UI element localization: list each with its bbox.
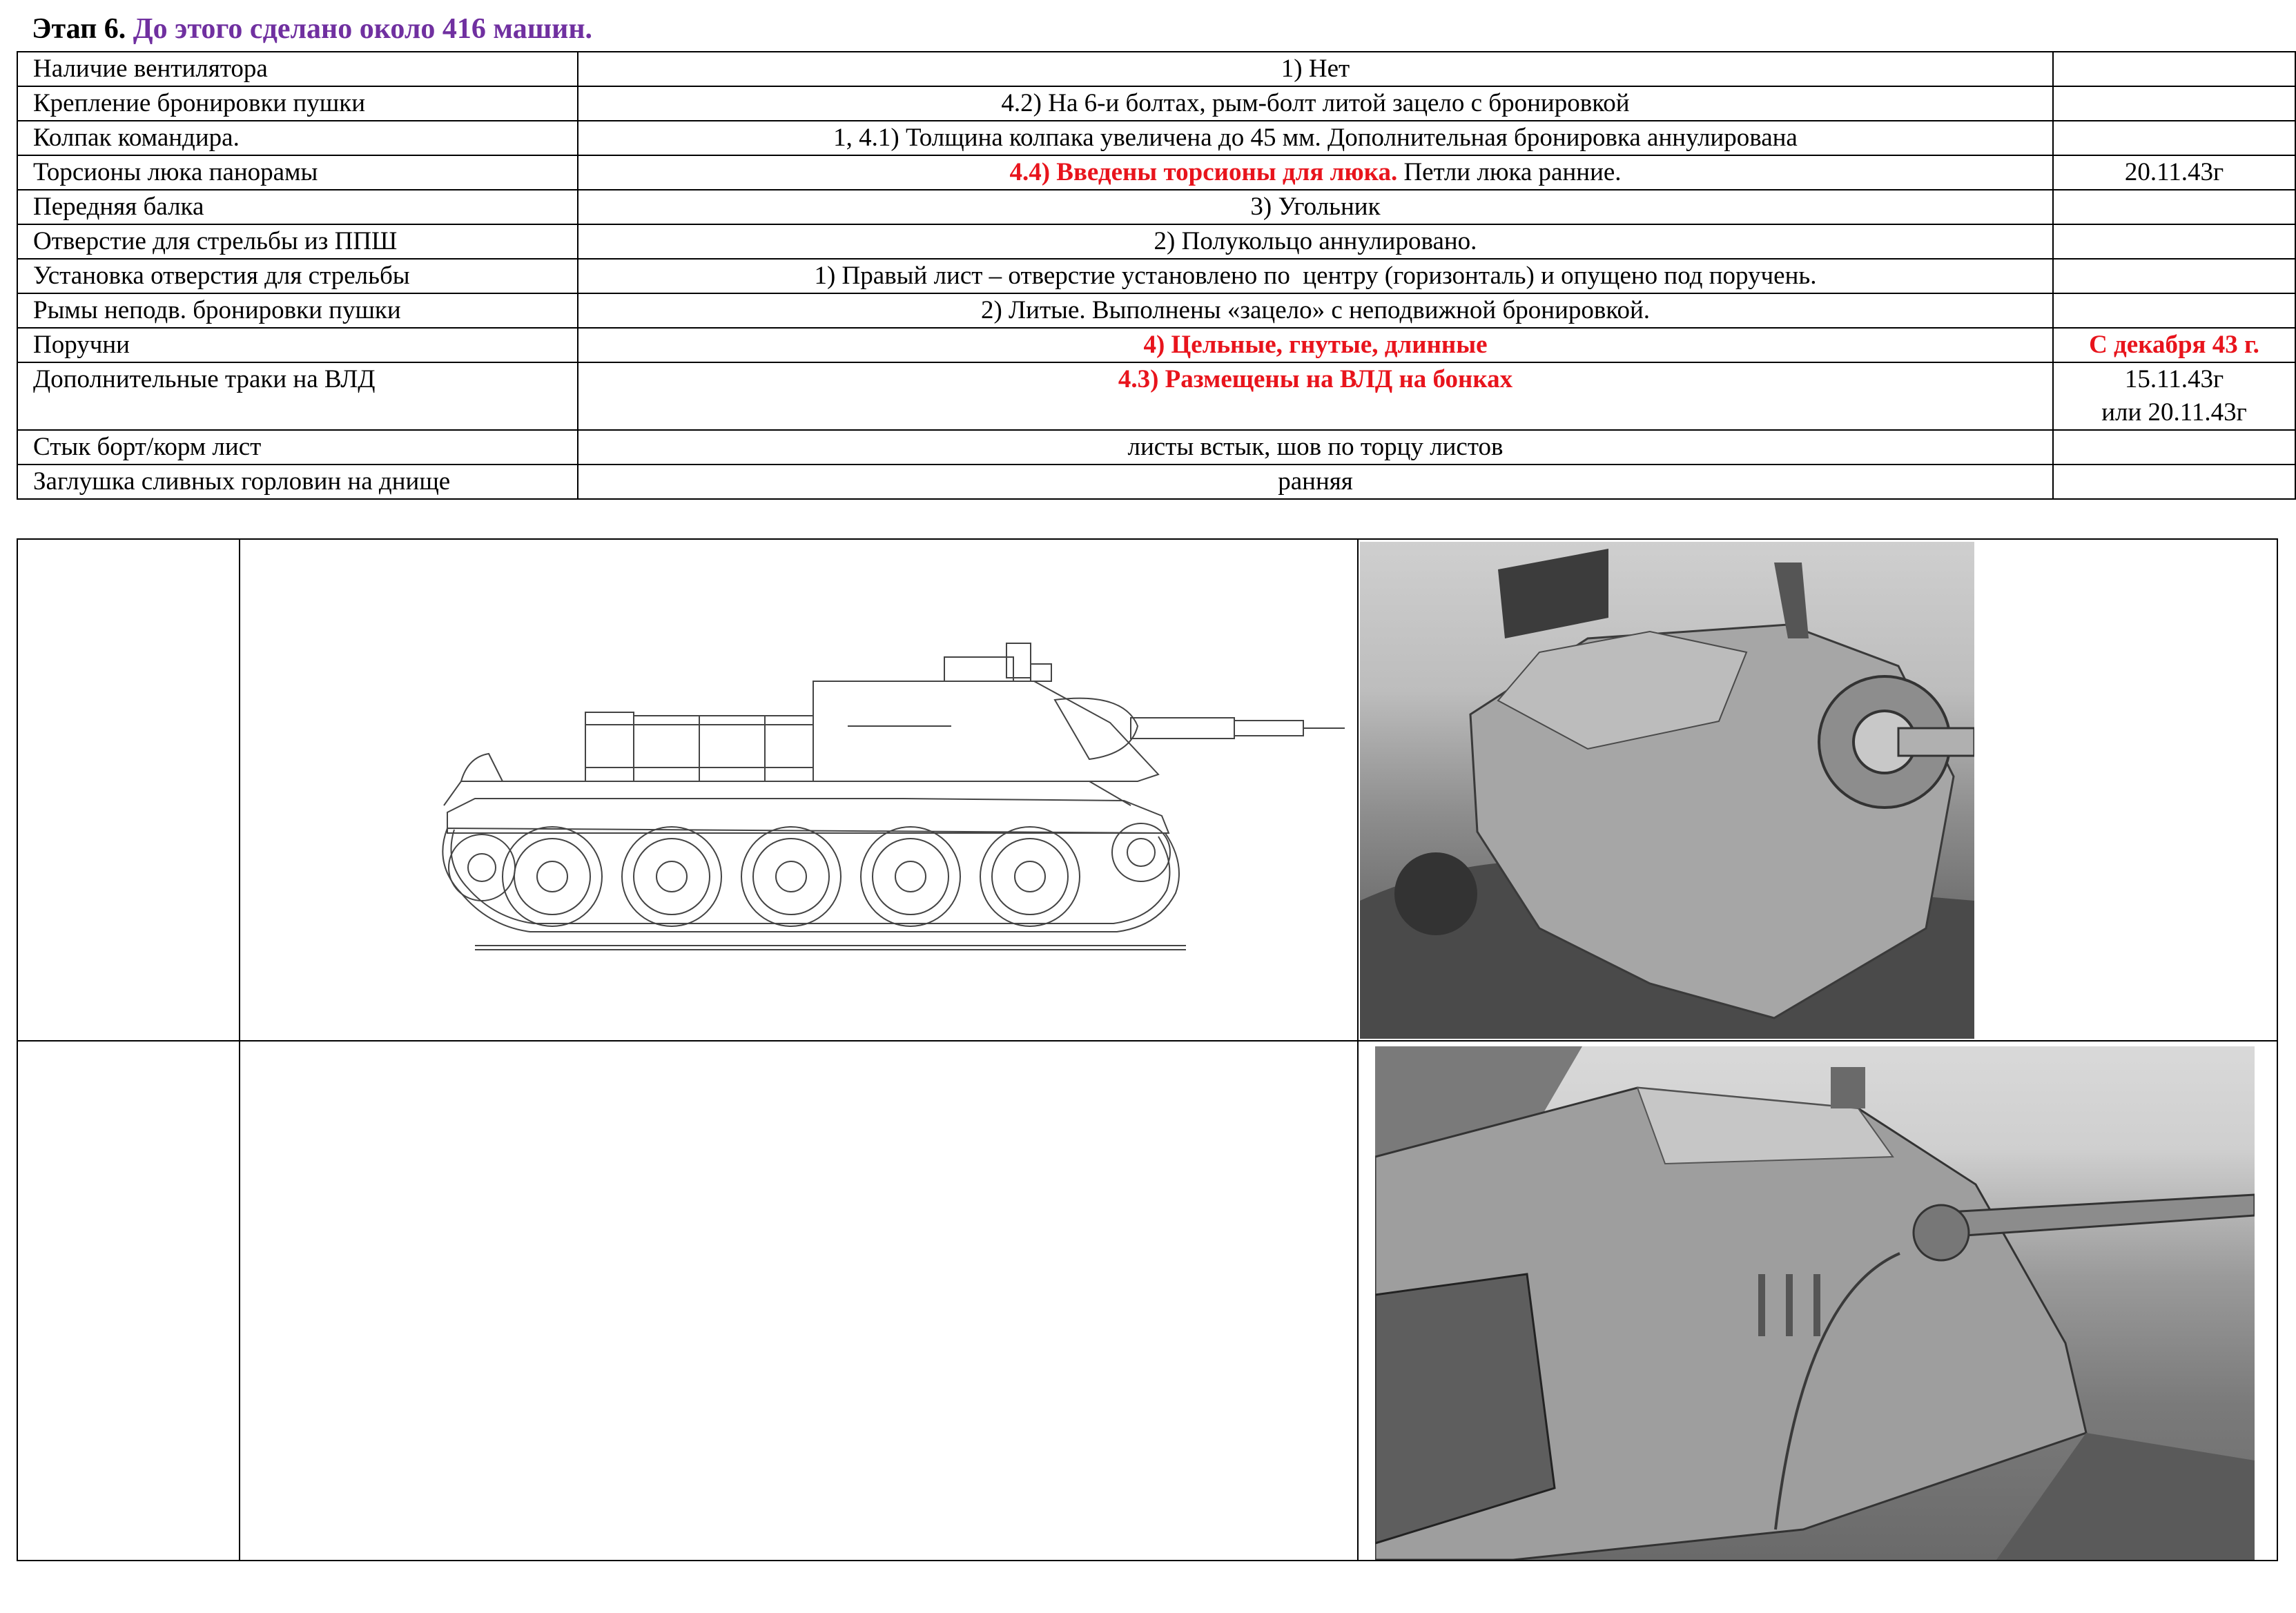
date-text: 15.11.43г [2124,365,2224,393]
spec-row [17,155,2295,190]
feature-cell: Стык борт/корм лист [17,430,578,465]
media-label-cell-2 [17,1041,240,1561]
feature-cell: Крепление бронировки пушки [17,86,578,121]
spec-row [17,430,2295,465]
description-cell [578,52,2053,86]
description-highlight: 4.3) Размещены на ВЛД на бонках [1118,365,1513,393]
stage-note: До этого сделано около 416 машин. [133,13,593,45]
photo-cell-top [1358,539,2277,1041]
feature-cell: Передняя балка [17,190,578,224]
feature-cell: Торсионы люка панорамы [17,155,578,190]
date-cell [2053,328,2295,362]
description-cell [578,328,2053,362]
date-text: 20.11.43г [2124,158,2224,186]
description-cell [578,430,2053,465]
feature-cell: Рымы неподв. бронировки пушки [17,293,578,328]
description-cell [578,224,2053,259]
date-cell [2053,52,2295,86]
description-text: Петли люка ранние. [1397,158,1622,186]
description-cell [578,121,2053,155]
feature-cell: Наличие вентилятора [17,52,578,86]
description-highlight: 4.4) Введены торсионы для люка. [1009,158,1398,186]
description-highlight: 4) Цельные, гнутые, длинные [1143,331,1488,359]
date-text: С декабря 43 г. [2089,331,2259,359]
feature-cell: Заглушка сливных горловин на днище [17,465,578,499]
feature-cell: Поручни [17,328,578,362]
description-cell [578,293,2053,328]
description-cell [578,465,2053,499]
description-cell [578,155,2053,190]
description-text: 4.2) На 6-и болтах, рым-болт литой зацело с бронировкой [1001,89,1630,117]
spec-row [17,121,2295,155]
spec-table-body [17,52,2295,499]
description-text: 3) Угольник [1250,193,1381,221]
drawing-cell-empty [240,1041,1358,1561]
description-text: 1) Правый лист – отверстие установлено по центру (горизонталь) и опущено под поручень. [814,262,1817,290]
description-cell [578,362,2053,430]
date-cell [2053,293,2295,328]
photo-cell-bottom [1358,1041,2277,1561]
date-cell [2053,362,2295,430]
description-text: 1, 4.1) Толщина колпака увеличена до 45 мм. Дополнительная бронировка аннулирована [833,124,1798,152]
date-cell [2053,190,2295,224]
spec-row [17,224,2295,259]
feature-cell: Установка отверстия для стрельбы [17,259,578,293]
description-text: 2) Литые. Выполнены «зацело» с неподвижной бронировкой. [980,296,1651,324]
description-cell [578,190,2053,224]
feature-cell: Дополнительные траки на ВЛД [17,362,578,430]
tank-photo-front [1360,542,1974,1039]
spec-table [17,51,2296,500]
description-cell [578,259,2053,293]
spec-row [17,86,2295,121]
feature-cell: Колпак командира. [17,121,578,155]
description-text: ранняя [1278,467,1353,496]
stage-label: Этап 6. [32,13,126,45]
date-cell [2053,86,2295,121]
spec-row [17,190,2295,224]
date-cell [2053,155,2295,190]
description-text: 2) Полукольцо аннулировано. [1154,227,1477,255]
spec-row [17,362,2295,430]
media-label-cell-1 [17,539,240,1041]
feature-cell: Отверстие для стрельбы из ППШ [17,224,578,259]
description-text: 1) Нет [1281,55,1350,83]
spec-row [17,465,2295,499]
date-cell [2053,465,2295,499]
date-cell [2053,121,2295,155]
date-text-alt: или 20.11.43г [2101,398,2247,427]
description-text: листы встык, шов по торцу листов [1127,433,1504,461]
date-cell [2053,430,2295,465]
spec-row [17,328,2295,362]
date-cell [2053,224,2295,259]
stage-heading [32,10,592,48]
drawing-cell [240,539,1358,1041]
spec-row [17,52,2295,86]
description-cell [578,86,2053,121]
date-cell [2053,259,2295,293]
tank-side-drawing [240,540,1358,1040]
tank-photo-side [1375,1046,2255,1560]
spec-row [17,293,2295,328]
media-table [17,538,2278,1561]
spec-row [17,259,2295,293]
